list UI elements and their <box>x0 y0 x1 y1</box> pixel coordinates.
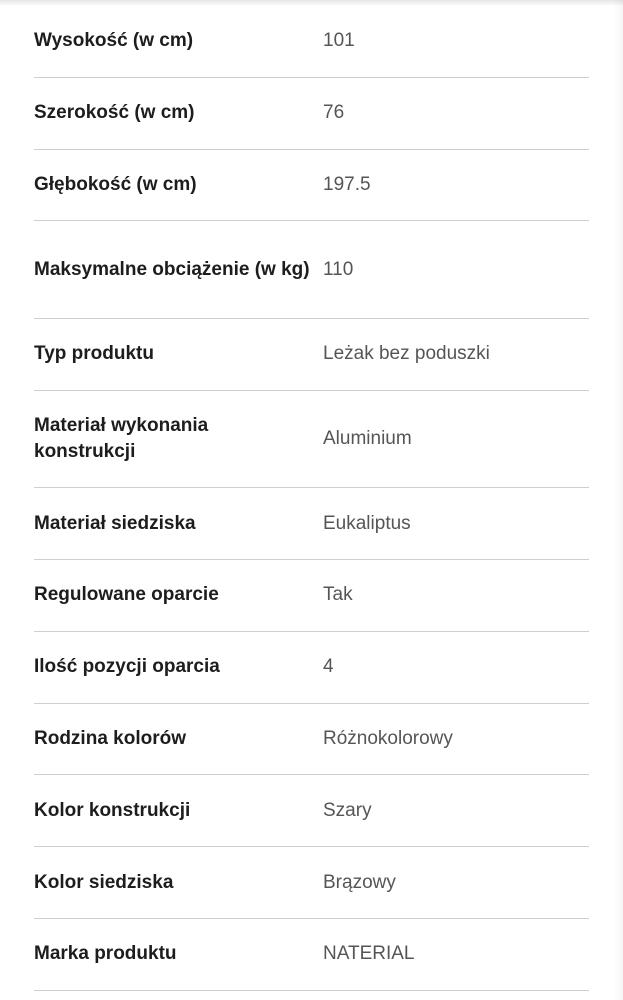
spec-value: Szary <box>323 799 372 821</box>
spec-label: Szerokość (w cm) <box>34 102 195 124</box>
spec-value: Aluminium <box>323 427 412 449</box>
spec-value: Różnokolorowy <box>323 727 453 749</box>
spec-label: Materiał wykonania konstrukcji <box>34 414 209 462</box>
spec-value: 110 <box>323 258 354 280</box>
spec-value: 4 <box>323 656 334 678</box>
spec-row-max-load <box>34 221 589 319</box>
spec-row-adjustable-backrest <box>34 560 589 632</box>
spec-row-color-family <box>34 704 589 776</box>
spec-value: 197.5 <box>323 173 371 195</box>
spec-value: Brązowy <box>323 871 396 893</box>
spec-row-seat-color <box>34 847 589 919</box>
spec-label: Regulowane oparcie <box>34 584 219 606</box>
spec-value: 101 <box>323 30 355 52</box>
spec-value: 76 <box>323 102 345 124</box>
spec-value: NATERIAL <box>323 943 415 965</box>
spec-label: Rodzina kolorów <box>34 727 186 749</box>
spec-label: Typ produktu <box>34 343 154 365</box>
spec-value: Eukaliptus <box>323 512 411 534</box>
spec-row-product-type <box>34 319 589 391</box>
spec-label: Materiał siedziska <box>34 512 196 534</box>
spec-label: Ilość pozycji oparcia <box>34 656 220 678</box>
spec-table <box>34 6 589 991</box>
spec-row-width <box>34 78 589 150</box>
spec-value: Tak <box>323 584 353 606</box>
spec-row-frame-material <box>34 391 589 489</box>
spec-row-height <box>34 6 589 78</box>
spec-row-backrest-positions <box>34 632 589 704</box>
spec-row-brand <box>34 919 589 991</box>
spec-label: Kolor siedziska <box>34 871 174 893</box>
spec-value: Leżak bez poduszki <box>323 343 490 365</box>
spec-row-seat-material <box>34 488 589 560</box>
spec-row-depth <box>34 150 589 222</box>
spec-label: Wysokość (w cm) <box>34 30 194 52</box>
spec-label: Kolor konstrukcji <box>34 799 191 821</box>
spec-label: Marka produktu <box>34 943 177 965</box>
scroll-edge <box>613 0 623 1000</box>
spec-row-frame-color <box>34 775 589 847</box>
spec-label: Maksymalne obciążenie (w kg) <box>34 258 310 280</box>
spec-label: Głębokość (w cm) <box>34 173 197 195</box>
